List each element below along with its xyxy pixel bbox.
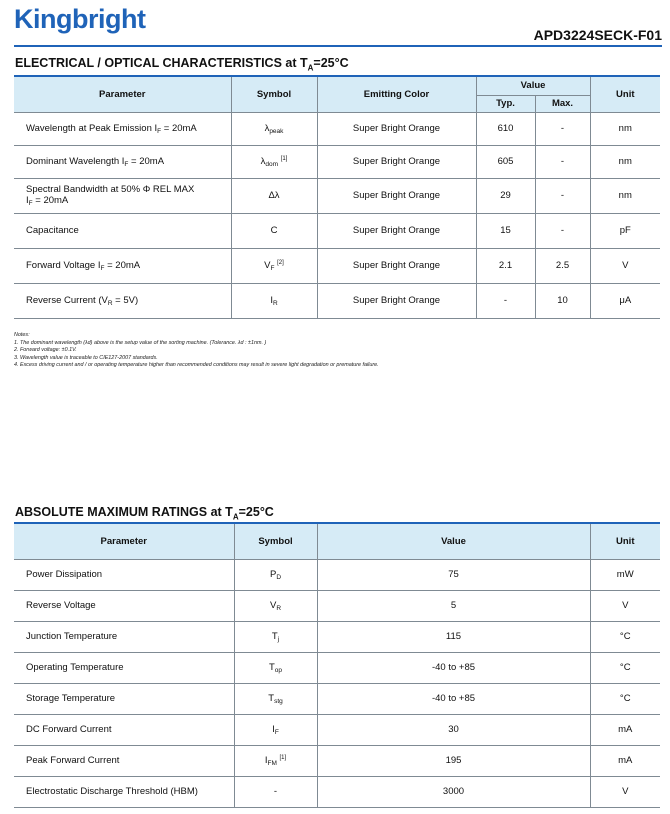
elec-row-6-symbol-sub: R <box>272 299 278 307</box>
elec-row-5-symbol <box>231 248 317 283</box>
absolute-title-text: ABSOLUTE MAXIMUM RATINGS at T <box>15 505 233 519</box>
abs-row-4-value: -40 to +85 <box>317 652 590 683</box>
abs-row-1-symbol-base: P <box>269 568 277 580</box>
elec-row-4-parameter <box>14 213 231 248</box>
abs-row-7-unit: mA <box>590 745 660 776</box>
elec-row-3-symbol <box>231 178 317 213</box>
elec-row-1-unit: nm <box>590 112 660 145</box>
abs-row-8-value: 3000 <box>317 776 590 807</box>
elec-row-4-unit: pF <box>590 213 660 248</box>
elec-row-5 <box>14 248 660 283</box>
elec-row-3-emitting-color: Super Bright Orange <box>317 178 476 213</box>
abs-row-6 <box>14 714 660 745</box>
abs-row-5-symbol <box>234 683 317 714</box>
abs-row-4-parameter: Operating Temperature <box>14 652 234 683</box>
abs-row-8 <box>14 776 660 807</box>
elec-row-5-parameter <box>14 248 231 283</box>
elec-row-3-unit: nm <box>590 178 660 213</box>
abs-row-3-unit: °C <box>590 621 660 652</box>
elec-row-3-param-line2-sub: F <box>28 200 33 207</box>
abs-row-6-symbol-sub: F <box>274 728 279 736</box>
elec-row-6-symbol <box>231 283 317 318</box>
elec-row-6-parameter <box>14 283 231 318</box>
abs-row-8-unit: V <box>590 776 660 807</box>
notes <box>14 332 379 370</box>
elec-row-4-symbol-base: C <box>270 225 278 236</box>
elec-row-6-param-end: = 5V) <box>112 294 139 306</box>
elec-row-3-param-text: Spectral Bandwidth at 50% Φ REL MAX <box>26 184 195 195</box>
elec-row-2-unit: nm <box>590 145 660 178</box>
electrical-table <box>14 75 660 319</box>
elec-row-1-symbol-sub: peak <box>269 127 284 135</box>
abs-row-2-symbol-sub: R <box>276 604 282 612</box>
elec-row-2 <box>14 145 660 178</box>
elec-row-6-max: 10 <box>535 283 590 318</box>
col-emitting-color: Emitting Color <box>317 76 476 112</box>
elec-row-5-typ: 2.1 <box>476 248 535 283</box>
abs-row-6-value: 30 <box>317 714 590 745</box>
elec-row-1-param-end: = 20mA <box>161 122 197 134</box>
electrical-title-sub: A <box>307 63 314 73</box>
note-2: 2. Forward voltage: ±0.1V. <box>14 347 77 354</box>
elec-row-5-symbol-sup: [2] <box>277 259 284 266</box>
abs-row-1-symbol <box>234 559 317 590</box>
elec-row-1-parameter <box>14 112 231 145</box>
abs-row-2-parameter: Reverse Voltage <box>14 590 234 621</box>
abs-row-7-value: 195 <box>317 745 590 776</box>
elec-row-3-typ: 29 <box>476 178 535 213</box>
header-divider <box>14 45 662 47</box>
abs-row-6-unit: mA <box>590 714 660 745</box>
col-parameter: Parameter <box>14 76 231 112</box>
abs-row-1 <box>14 559 660 590</box>
abs-row-8-parameter: Electrostatic Discharge Threshold (HBM) <box>14 776 234 807</box>
abs-row-6-symbol-base: I <box>272 723 275 735</box>
abs-row-4 <box>14 652 660 683</box>
abs-col-unit: Unit <box>590 523 660 559</box>
elec-row-6-symbol-base: I <box>270 294 273 306</box>
elec-row-2-symbol-sub: dom <box>265 160 279 168</box>
abs-row-4-unit: °C <box>590 652 660 683</box>
elec-row-2-param-end: = 20mA <box>128 155 165 167</box>
elec-row-1-typ: 610 <box>476 112 535 145</box>
elec-row-5-param-text: Forward Voltage I <box>26 259 101 271</box>
abs-row-1-symbol-sub: D <box>276 573 282 581</box>
electrical-title-end: =25°C <box>313 56 349 70</box>
abs-row-3-value: 115 <box>317 621 590 652</box>
abs-row-7 <box>14 745 660 776</box>
brand-logo: Kingbright <box>14 4 146 34</box>
abs-row-7-parameter: Peak Forward Current <box>14 745 234 776</box>
elec-row-5-unit: V <box>590 248 660 283</box>
elec-row-2-param-text: Dominant Wavelength I <box>26 155 125 167</box>
abs-col-symbol: Symbol <box>234 523 317 559</box>
abs-row-5-symbol-sub: stg <box>274 697 283 705</box>
elec-row-3-max: - <box>535 178 590 213</box>
note-4: 4. Excess driving current and / or operating temperature higher than recommended conditions may result in severe light degradation or premature failure. <box>14 362 379 369</box>
elec-row-4-typ: 15 <box>476 213 535 248</box>
abs-row-2-symbol-base: V <box>269 599 277 611</box>
abs-row-3-parameter: Junction Temperature <box>14 621 234 652</box>
abs-row-5-parameter: Storage Temperature <box>14 683 234 714</box>
part-number: APD3224SECK-F01 <box>533 27 662 43</box>
abs-col-parameter: Parameter <box>14 523 234 559</box>
elec-row-1-emitting-color: Super Bright Orange <box>317 112 476 145</box>
elec-row-4-param-text: Capacitance <box>26 225 79 236</box>
absolute-table <box>14 522 660 808</box>
elec-row-5-emitting-color: Super Bright Orange <box>317 248 476 283</box>
elec-row-4-emitting-color: Super Bright Orange <box>317 213 476 248</box>
abs-row-2 <box>14 590 660 621</box>
elec-row-5-symbol-base: V <box>264 259 271 271</box>
elec-row-4-max: - <box>535 213 590 248</box>
elec-row-2-symbol-base: λ <box>260 155 266 167</box>
elec-row-2-emitting-color: Super Bright Orange <box>317 145 476 178</box>
absolute-section-title <box>15 505 274 522</box>
elec-row-5-param-sub: F <box>100 264 105 272</box>
abs-row-6-symbol <box>234 714 317 745</box>
abs-col-value: Value <box>317 523 590 559</box>
elec-row-2-typ: 605 <box>476 145 535 178</box>
elec-row-6-emitting-color: Super Bright Orange <box>317 283 476 318</box>
elec-row-3-param-line2-end: = 20mA <box>32 195 69 206</box>
elec-row-6-unit: μA <box>590 283 660 318</box>
notes-heading: Notes: <box>14 332 30 338</box>
abs-row-1-parameter: Power Dissipation <box>14 559 234 590</box>
abs-row-1-value: 75 <box>317 559 590 590</box>
abs-row-7-symbol-base: I <box>264 754 268 766</box>
absolute-title-sub: A <box>232 512 239 522</box>
elec-row-3-parameter <box>14 178 231 213</box>
abs-row-5 <box>14 683 660 714</box>
abs-row-4-symbol-sub: op <box>274 666 283 674</box>
elec-row-2-param-sub: F <box>124 160 129 168</box>
abs-row-2-value: 5 <box>317 590 590 621</box>
absolute-title-end: =25°C <box>238 505 274 519</box>
abs-row-7-symbol-sub: FM <box>267 759 277 767</box>
abs-row-6-parameter: DC Forward Current <box>14 714 234 745</box>
elec-row-5-symbol-sub: F <box>270 264 275 272</box>
elec-row-2-max: - <box>535 145 590 178</box>
abs-row-1-unit: mW <box>590 559 660 590</box>
abs-row-4-symbol-base: T <box>268 661 275 673</box>
elec-row-2-symbol-sup: [1] <box>280 155 288 162</box>
abs-row-5-unit: °C <box>590 683 660 714</box>
elec-row-6-param-text: Reverse Current (V <box>26 294 108 306</box>
abs-row-5-value: -40 to +85 <box>317 683 590 714</box>
abs-row-4-symbol <box>234 652 317 683</box>
abs-row-3-symbol-sub: j <box>277 635 280 643</box>
elec-row-4-symbol <box>231 213 317 248</box>
col-max: Max. <box>535 95 590 112</box>
abs-row-2-unit: V <box>590 590 660 621</box>
elec-row-2-parameter <box>14 145 231 178</box>
elec-row-1-symbol-base: λ <box>264 122 270 134</box>
col-typ: Typ. <box>476 95 535 112</box>
elec-row-6 <box>14 283 660 318</box>
abs-row-7-symbol <box>234 745 317 776</box>
col-value: Value <box>476 76 590 95</box>
col-symbol: Symbol <box>231 76 317 112</box>
abs-row-3-symbol <box>234 621 317 652</box>
elec-row-4 <box>14 213 660 248</box>
elec-row-6-typ: - <box>476 283 535 318</box>
elec-row-1-param-sub: F <box>157 127 162 135</box>
note-1: 1. The dominant wavelength (λd) above is the setup value of the sorting machine. (Tolerance. λd : ±1nm. ) <box>14 339 267 346</box>
electrical-title-text: ELECTRICAL / OPTICAL CHARACTERISTICS at T <box>15 56 308 70</box>
abs-row-8-symbol <box>234 776 317 807</box>
elec-row-3-param-line2: I <box>26 195 29 206</box>
elec-row-1-max: - <box>535 112 590 145</box>
elec-row-1 <box>14 112 660 145</box>
elec-row-2-symbol <box>231 145 317 178</box>
electrical-section-title <box>15 56 349 73</box>
elec-row-5-max: 2.5 <box>535 248 590 283</box>
elec-row-1-param-text: Wavelength at Peak Emission I <box>26 122 158 134</box>
elec-row-3 <box>14 178 660 213</box>
abs-row-8-symbol-base: - <box>273 786 278 797</box>
col-unit: Unit <box>590 76 660 112</box>
abs-row-3 <box>14 621 660 652</box>
elec-row-1-symbol <box>231 112 317 145</box>
elec-row-5-param-end: = 20mA <box>104 259 141 271</box>
elec-row-3-symbol-base: Δλ <box>268 190 280 201</box>
elec-row-6-param-sub: R <box>107 299 113 307</box>
note-3: 3. Wavelength value is traceable to CIE127-2007 standards. <box>14 354 158 361</box>
abs-row-3-symbol-base: T <box>271 630 278 642</box>
abs-row-2-symbol <box>234 590 317 621</box>
abs-row-7-symbol-sup: [1] <box>279 754 287 761</box>
abs-row-5-symbol-base: T <box>268 692 275 704</box>
